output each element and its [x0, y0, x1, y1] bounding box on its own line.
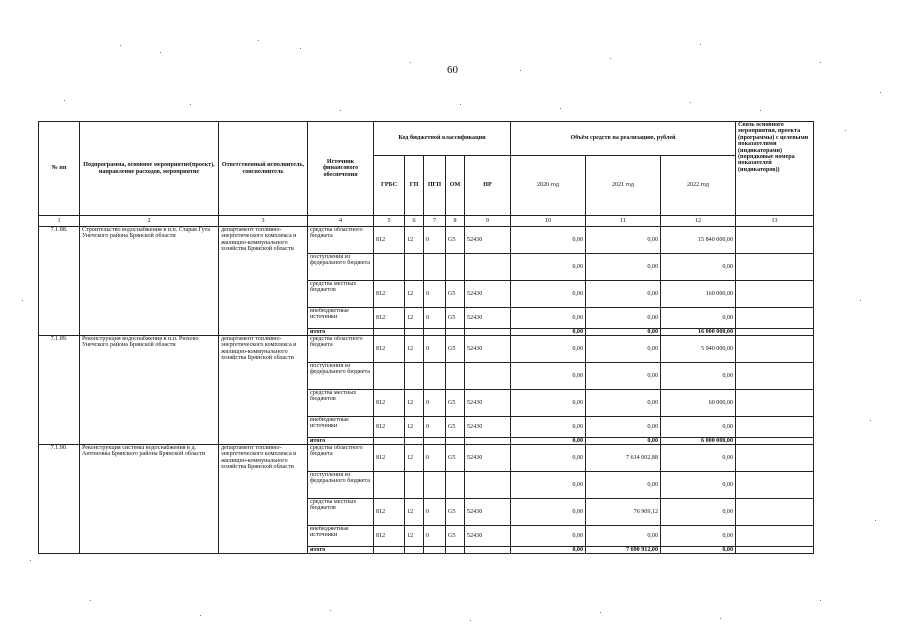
- amount-2022: 0,00: [661, 445, 736, 472]
- amount-2022: 0,00: [661, 526, 736, 547]
- amount-2020: 0,00: [511, 281, 586, 308]
- pgp-cell: 0: [424, 336, 446, 363]
- grbs-cell: 812: [374, 336, 405, 363]
- np-cell: 52430: [465, 227, 511, 254]
- budget-table: [38, 121, 814, 554]
- indicator-link-cell: [736, 281, 814, 308]
- source-cell: внебюджетные источники: [308, 308, 374, 329]
- amount-2021: 0,00: [586, 526, 661, 547]
- total-v2021: 0,00: [586, 438, 661, 445]
- pgp-cell: 0: [424, 390, 446, 417]
- row-number: 7.1.89.: [39, 336, 80, 445]
- amount-2021: 76 909,12: [586, 499, 661, 526]
- scan-speck: [200, 615, 201, 616]
- empty-code-cell: [465, 547, 511, 554]
- empty-code-cell: [446, 329, 465, 336]
- pgp-cell: 0: [424, 281, 446, 308]
- amount-2021: 0,00: [586, 227, 661, 254]
- om-cell: G5: [446, 445, 465, 472]
- np-cell: 52430: [465, 390, 511, 417]
- indicator-link-cell: [736, 438, 814, 445]
- np-cell: [465, 254, 511, 281]
- source-cell: средства местных бюджетов: [308, 281, 374, 308]
- grbs-cell: 812: [374, 417, 405, 438]
- amount-2020: 0,00: [511, 390, 586, 417]
- source-cell: средства областного бюджета: [308, 445, 374, 472]
- gp-cell: 12: [405, 390, 424, 417]
- amount-2022: 60 000,00: [661, 390, 736, 417]
- col-number: 11: [586, 216, 661, 227]
- program-title: Реконструкция водоснабжения в н.п. Рюхово Унечского района Брянской области: [80, 336, 219, 445]
- pgp-cell: 0: [424, 499, 446, 526]
- col-number: 10: [511, 216, 586, 227]
- pgp-cell: 0: [424, 526, 446, 547]
- indicator-link-cell: [736, 526, 814, 547]
- amount-2020: 0,00: [511, 417, 586, 438]
- total-v2020: 0,00: [511, 329, 586, 336]
- amount-2022: 0,00: [661, 254, 736, 281]
- pgp-cell: 0: [424, 227, 446, 254]
- amount-2022: 0,00: [661, 417, 736, 438]
- header-om: ОМ: [446, 156, 465, 216]
- header-responsible: Ответственный исполнитель, соисполнитель: [219, 122, 308, 216]
- grbs-cell: 812: [374, 281, 405, 308]
- scan-speck: [300, 48, 301, 49]
- empty-code-cell: [446, 547, 465, 554]
- source-cell: средства областного бюджета: [308, 336, 374, 363]
- source-cell: средства местных бюджетов: [308, 390, 374, 417]
- total-v2022: 16 000 000,00: [661, 329, 736, 336]
- indicator-link-cell: [736, 227, 814, 254]
- amount-2021: 7 614 002,88: [586, 445, 661, 472]
- table-row: [39, 445, 814, 472]
- amount-2021: 0,00: [586, 363, 661, 390]
- grbs-cell: [374, 254, 405, 281]
- scan-speck: [875, 520, 876, 521]
- grbs-cell: 812: [374, 308, 405, 329]
- header-pgp: ПГП: [424, 156, 446, 216]
- scan-speck: [64, 100, 65, 101]
- scan-speck: [690, 102, 691, 103]
- table-row: [39, 336, 814, 363]
- empty-code-cell: [465, 438, 511, 445]
- gp-cell: 12: [405, 281, 424, 308]
- source-cell: поступления из федерального бюджета: [308, 254, 374, 281]
- total-v2021: 0,00: [586, 329, 661, 336]
- amount-2022: 5 940 000,00: [661, 336, 736, 363]
- column-numbers-row: [39, 216, 814, 227]
- np-cell: 52430: [465, 308, 511, 329]
- gp-cell: 12: [405, 227, 424, 254]
- om-cell: G5: [446, 417, 465, 438]
- np-cell: [465, 363, 511, 390]
- amount-2021: 0,00: [586, 281, 661, 308]
- grbs-cell: [374, 363, 405, 390]
- scan-speck: [600, 612, 601, 613]
- col-number: 12: [661, 216, 736, 227]
- pgp-cell: 0: [424, 445, 446, 472]
- amount-2021: 0,00: [586, 390, 661, 417]
- amount-2022: 15 840 000,00: [661, 227, 736, 254]
- header-np: НР: [465, 156, 511, 216]
- header-program: Подпрограмма, основное мероприятие(проект), направление расходов, мероприятие: [80, 122, 219, 216]
- np-cell: 52430: [465, 417, 511, 438]
- amount-2022: 0,00: [661, 499, 736, 526]
- grbs-cell: 812: [374, 526, 405, 547]
- amount-2021: 0,00: [586, 336, 661, 363]
- grbs-cell: 812: [374, 499, 405, 526]
- gp-cell: 12: [405, 308, 424, 329]
- scan-speck: [720, 618, 721, 619]
- empty-code-cell: [424, 329, 446, 336]
- scan-speck: [700, 44, 701, 45]
- empty-code-cell: [424, 438, 446, 445]
- header-link: Связь основного мероприятия, проекта (программы) с целевыми показателями (индикаторами) (порядковые номера показателей (индикаторов)): [736, 122, 814, 216]
- responsible-party: департамент топливно-энергетического комплекса и жилищно-коммунального хозяйства Брянской области: [219, 227, 308, 336]
- total-v2021: 7 690 912,00: [586, 547, 661, 554]
- indicator-link-cell: [736, 417, 814, 438]
- empty-code-cell: [446, 438, 465, 445]
- indicator-link-cell: [736, 472, 814, 499]
- col-number: 1: [39, 216, 80, 227]
- indicator-link-cell: [736, 499, 814, 526]
- page-number: 60: [447, 64, 458, 76]
- amount-2021: 0,00: [586, 472, 661, 499]
- indicator-link-cell: [736, 329, 814, 336]
- scan-speck: [610, 58, 611, 59]
- amount-2021: 0,00: [586, 254, 661, 281]
- scan-speck: [820, 62, 821, 63]
- header-gp: ГП: [405, 156, 424, 216]
- om-cell: G5: [446, 526, 465, 547]
- om-cell: [446, 254, 465, 281]
- scan-speck: [560, 108, 561, 109]
- total-v2022: 6 000 000,00: [661, 438, 736, 445]
- om-cell: G5: [446, 390, 465, 417]
- total-label: итого: [308, 329, 374, 336]
- header-volume: Объём средств на реализацию, рублей: [511, 122, 736, 156]
- header-2021: 2021 год: [586, 156, 661, 216]
- amount-2022: 0,00: [661, 363, 736, 390]
- np-cell: 52430: [465, 281, 511, 308]
- program-title: Строительство водоснабжения в н.п. Старая Гута Унечского района Брянской области: [80, 227, 219, 336]
- col-number: 13: [736, 216, 814, 227]
- amount-2020: 0,00: [511, 254, 586, 281]
- empty-code-cell: [405, 329, 424, 336]
- col-number: 2: [80, 216, 219, 227]
- col-number: 6: [405, 216, 424, 227]
- col-number: 8: [446, 216, 465, 227]
- gp-cell: 12: [405, 445, 424, 472]
- scan-speck: [860, 300, 861, 301]
- scan-speck: [160, 52, 161, 53]
- indicator-link-cell: [736, 336, 814, 363]
- amount-2022: 160 000,00: [661, 281, 736, 308]
- scan-speck: [520, 70, 521, 71]
- header-2020: 2020 год: [511, 156, 586, 216]
- empty-code-cell: [374, 547, 405, 554]
- scan-speck: [870, 420, 871, 421]
- amount-2020: 0,00: [511, 526, 586, 547]
- empty-code-cell: [374, 329, 405, 336]
- amount-2020: 0,00: [511, 445, 586, 472]
- empty-code-cell: [405, 438, 424, 445]
- grbs-cell: 812: [374, 227, 405, 254]
- grbs-cell: 812: [374, 445, 405, 472]
- total-v2020: 0,00: [511, 438, 586, 445]
- om-cell: G5: [446, 281, 465, 308]
- grbs-cell: 812: [374, 390, 405, 417]
- gp-cell: 12: [405, 526, 424, 547]
- scan-speck: [340, 110, 341, 111]
- total-label: итого: [308, 438, 374, 445]
- gp-cell: [405, 472, 424, 499]
- header-grbs: ГРБС: [374, 156, 405, 216]
- row-number: 7.1.90.: [39, 445, 80, 554]
- indicator-link-cell: [736, 547, 814, 554]
- scan-speck: [760, 110, 761, 111]
- pgp-cell: 0: [424, 308, 446, 329]
- om-cell: G5: [446, 336, 465, 363]
- grbs-cell: [374, 472, 405, 499]
- amount-2020: 0,00: [511, 308, 586, 329]
- empty-code-cell: [424, 547, 446, 554]
- gp-cell: [405, 363, 424, 390]
- om-cell: G5: [446, 227, 465, 254]
- amount-2022: 0,00: [661, 472, 736, 499]
- gp-cell: [405, 254, 424, 281]
- scan-speck: [30, 560, 31, 561]
- om-cell: [446, 472, 465, 499]
- total-v2022: 0,00: [661, 547, 736, 554]
- source-cell: поступления из федерального бюджета: [308, 472, 374, 499]
- np-cell: 52430: [465, 445, 511, 472]
- scan-speck: [820, 600, 821, 601]
- program-title: Реконструкция системы водоснабжения в д. Антоновка Брянского района Брянской области: [80, 445, 219, 554]
- col-number: 4: [308, 216, 374, 227]
- scan-speck: [190, 104, 191, 105]
- scan-speck: [845, 130, 846, 131]
- table-row: [39, 227, 814, 254]
- indicator-link-cell: [736, 390, 814, 417]
- responsible-party: департамент топливно-энергетического комплекса и жилищно-коммунального хозяйства Брянской области: [219, 336, 308, 445]
- np-cell: 52430: [465, 526, 511, 547]
- col-number: 5: [374, 216, 405, 227]
- amount-2020: 0,00: [511, 336, 586, 363]
- gp-cell: 12: [405, 499, 424, 526]
- om-cell: G5: [446, 499, 465, 526]
- amount-2021: 0,00: [586, 417, 661, 438]
- responsible-party: департамент топливно-энергетического комплекса и жилищно-коммунального хозяйства Брянской области: [219, 445, 308, 554]
- col-number: 7: [424, 216, 446, 227]
- np-cell: 52430: [465, 336, 511, 363]
- total-v2020: 0,00: [511, 547, 586, 554]
- pgp-cell: 0: [424, 417, 446, 438]
- amount-2020: 0,00: [511, 472, 586, 499]
- col-number: 9: [465, 216, 511, 227]
- scan-speck: [880, 92, 881, 93]
- indicator-link-cell: [736, 254, 814, 281]
- total-label: итого: [308, 547, 374, 554]
- header-num: № пп: [39, 122, 80, 216]
- pgp-cell: [424, 363, 446, 390]
- amount-2020: 0,00: [511, 363, 586, 390]
- pgp-cell: [424, 254, 446, 281]
- header-budget-code: Код бюджетной классификации: [374, 122, 511, 156]
- header-source: Источник финансового обеспечения: [308, 122, 374, 216]
- indicator-link-cell: [736, 363, 814, 390]
- amount-2020: 0,00: [511, 227, 586, 254]
- scan-speck: [22, 300, 23, 301]
- scan-speck: [258, 40, 259, 41]
- scan-speck: [410, 62, 411, 63]
- indicator-link-cell: [736, 308, 814, 329]
- om-cell: [446, 363, 465, 390]
- scan-speck: [330, 610, 331, 611]
- indicator-link-cell: [736, 445, 814, 472]
- gp-cell: 12: [405, 417, 424, 438]
- col-number: 3: [219, 216, 308, 227]
- header-2022: 2022 год: [661, 156, 736, 216]
- scan-speck: [120, 45, 121, 46]
- scan-speck: [90, 600, 91, 601]
- empty-code-cell: [374, 438, 405, 445]
- pgp-cell: [424, 472, 446, 499]
- source-cell: поступления из федерального бюджета: [308, 363, 374, 390]
- np-cell: 52430: [465, 499, 511, 526]
- empty-code-cell: [465, 329, 511, 336]
- amount-2022: 0,00: [661, 308, 736, 329]
- empty-code-cell: [405, 547, 424, 554]
- source-cell: внебюджетные источники: [308, 526, 374, 547]
- source-cell: внебюджетные источники: [308, 417, 374, 438]
- scan-speck: [460, 104, 461, 105]
- source-cell: средства областного бюджета: [308, 227, 374, 254]
- source-cell: средства местных бюджетов: [308, 499, 374, 526]
- scan-speck: [470, 620, 471, 621]
- row-number: 7.1.88.: [39, 227, 80, 336]
- np-cell: [465, 472, 511, 499]
- gp-cell: 12: [405, 336, 424, 363]
- amount-2020: 0,00: [511, 499, 586, 526]
- om-cell: G5: [446, 308, 465, 329]
- amount-2021: 0,00: [586, 308, 661, 329]
